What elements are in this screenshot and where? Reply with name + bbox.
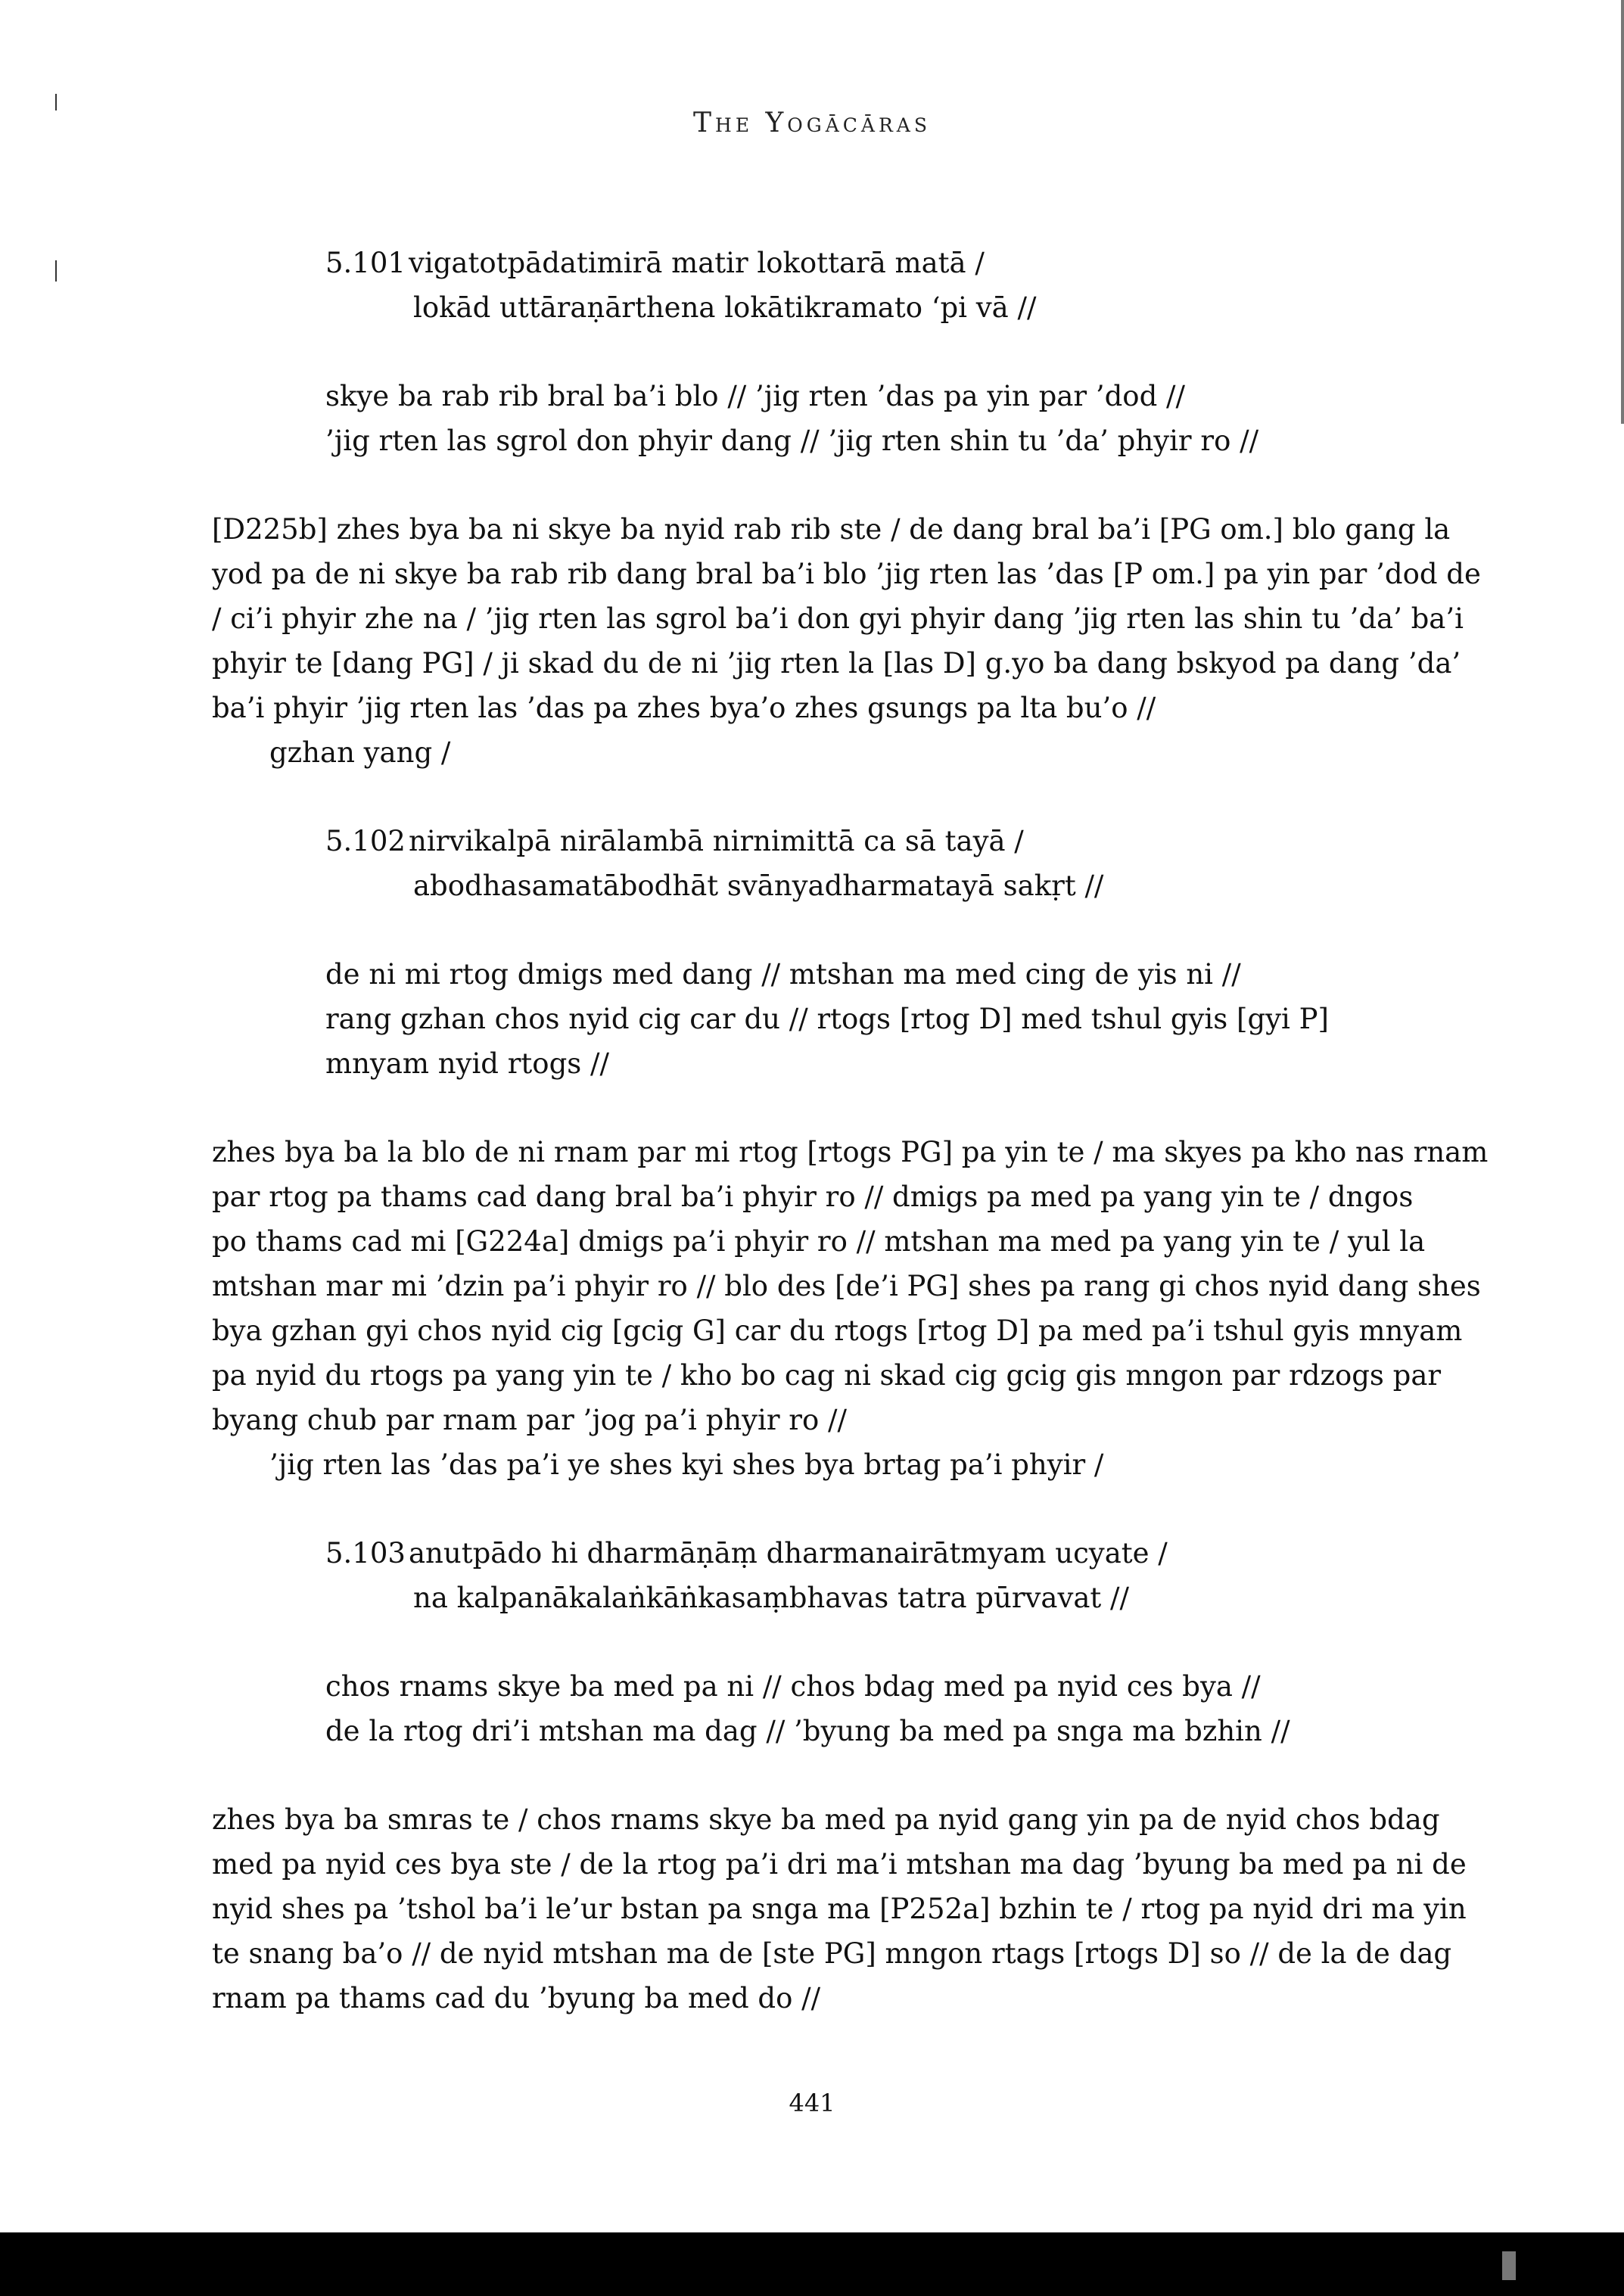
tibetan-verse-line: de ni mi rtog dmigs med dang // mtshan ma med cing de yis ni // — [325, 958, 1241, 991]
sanskrit-line: anutpādo hi dharmāṇāṃ dharmanairātmyam ucyate / — [409, 1537, 1168, 1570]
sanskrit-line: vigatotpādatimirā matir lokottarā matā / — [409, 247, 985, 279]
verse-5-102-sanskrit — [325, 819, 1392, 908]
commentary-line: mtshan mar mi ’dzin pa’i phyir ro // blo des [de’i PG] shes pa rang gi chos nyid dang shes — [212, 1270, 1481, 1302]
sanskrit-line: lokād uttāraṇārthena lokātikramato ‘pi vā // — [413, 291, 1037, 324]
commentary-line: zhes bya ba la blo de ni rnam par mi rtog [rtogs PG] pa yin te / ma skyes pa kho nas rnam — [212, 1136, 1489, 1168]
tibetan-verse-line: chos rnams skye ba med pa ni // chos bdag med pa nyid ces bya // — [325, 1670, 1261, 1703]
verse-5-103-tibetan — [325, 1664, 1392, 1753]
sanskrit-line: nirvikalpā nirālambā nirnimittā ca sā tayā / — [409, 825, 1024, 857]
transition-line: gzhan yang / — [269, 736, 451, 769]
margin-tick-mark — [55, 260, 57, 282]
commentary-line: bya gzhan gyi chos nyid cig [gcig G] car du rtogs [rtog D] pa med pa’i tshul gyis mnyam — [212, 1314, 1463, 1347]
running-head: The Yogācāras — [693, 107, 931, 138]
page-number: 441 — [789, 2089, 835, 2117]
commentary-line: te snang ba’o // de nyid mtshan ma de [ste PG] mngon rtags [rtogs D] so // de la de dag — [212, 1937, 1452, 1970]
commentary-5-101 — [212, 507, 1481, 775]
verse-number: 5.101 — [325, 247, 406, 279]
commentary-line: nyid shes pa ’tshol ba’i le’ur bstan pa snga ma [P252a] bzhin te / rtog pa nyid dri ma yin — [212, 1893, 1467, 1925]
scan-artifact — [1502, 2251, 1516, 2280]
commentary-line: pa nyid du rtogs pa yang yin te / kho bo cag ni skad cig gcig gis mngon par rdzogs par — [212, 1359, 1442, 1392]
commentary-line: rnam pa thams cad du ’byung ba med do // — [212, 1982, 821, 2014]
commentary-line: zhes bya ba smras te / chos rnams skye ba med pa nyid gang yin pa de nyid chos bdag — [212, 1803, 1440, 1836]
verse-5-101-sanskrit — [325, 241, 1392, 330]
commentary-line: po thams cad mi [G224a] dmigs pa’i phyir ro // mtshan ma med pa yang yin te / yul la — [212, 1225, 1426, 1258]
tibetan-verse-line: mnyam nyid rtogs // — [325, 1047, 609, 1080]
tibetan-verse-line: rang gzhan chos nyid cig car du // rtogs [rtog D] med tshul gyis [gyi P] — [325, 1003, 1329, 1035]
verse-5-102-tibetan — [325, 952, 1392, 1086]
commentary-line: [D225b] zhes bya ba ni skye ba nyid rab rib ste / de dang bral ba’i [PG om.] blo gang la — [212, 513, 1451, 546]
commentary-line: phyir te [dang PG] / ji skad du de ni ’jig rten la [las D] g.yo ba dang bskyod pa dang ’da’ — [212, 647, 1461, 680]
tibetan-verse-line: ’jig rten las sgrol don phyir dang // ’jig rten shin tu ’da’ phyir ro // — [325, 425, 1259, 457]
transition-line: ’jig rten las ’das pa’i ye shes kyi shes bya brtag pa’i phyir / — [269, 1448, 1104, 1481]
verse-number: 5.102 — [325, 825, 406, 857]
commentary-line: / ci’i phyir zhe na / ’jig rten las sgrol ba’i don gyi phyir dang ’jig rten las shin tu ’da’ ba’i — [212, 602, 1464, 635]
commentary-line: byang chub par rnam par ’jog pa’i phyir ro // — [212, 1404, 847, 1436]
tibetan-verse-line: de la rtog dri’i mtshan ma dag // ’byung ba med pa snga ma bzhin // — [325, 1715, 1290, 1747]
commentary-line: ba’i phyir ’jig rten las ’das pa zhes bya’o zhes gsungs pa lta bu’o // — [212, 692, 1156, 724]
commentary-line: par rtog pa thams cad dang bral ba’i phyir ro // dmigs pa med pa yang yin te / dngos — [212, 1181, 1414, 1213]
verse-number: 5.103 — [325, 1537, 406, 1570]
verse-5-103-sanskrit — [325, 1531, 1392, 1620]
page-body — [212, 241, 1489, 2021]
page-edge-shadow — [1621, 0, 1624, 424]
commentary-line: med pa nyid ces bya ste / de la rtog pa’i dri ma’i mtshan ma dag ’byung ba med pa ni de — [212, 1848, 1467, 1881]
commentary-5-103 — [212, 1797, 1467, 2021]
verse-5-101-tibetan — [325, 374, 1392, 463]
commentary-5-102 — [212, 1130, 1489, 1487]
sanskrit-line: na kalpanākalaṅkāṅkasaṃbhavas tatra pūrvavat // — [413, 1582, 1129, 1614]
commentary-line: yod pa de ni skye ba rab rib dang bral ba’i blo ’jig rten las ’das [P om.] pa yin par ’dod de — [212, 558, 1481, 590]
scan-border-band — [0, 2232, 1624, 2296]
sanskrit-line: abodhasamatābodhāt svānyadharmatayā sakṛt // — [413, 870, 1104, 902]
tibetan-verse-line: skye ba rab rib bral ba’i blo // ’jig rten ’das pa yin par ’dod // — [325, 380, 1185, 412]
